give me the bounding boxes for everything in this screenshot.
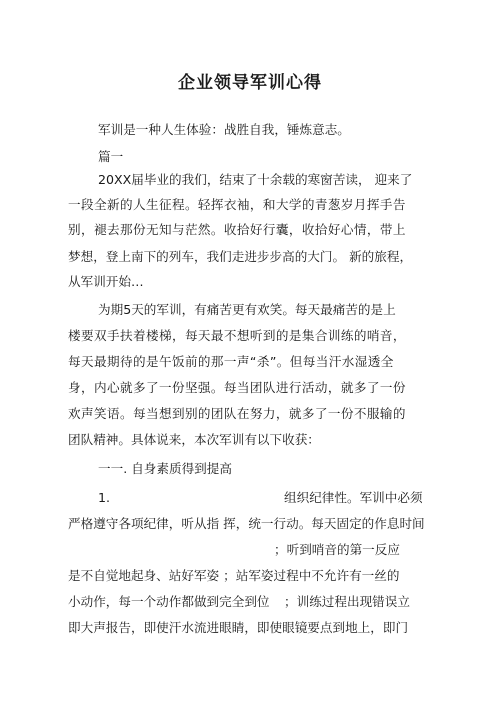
paragraph-line: 组织纪律性。军训中必须	[284, 490, 423, 505]
paragraph-line: 小动作，每一个动作都做到完全到位	[68, 594, 270, 609]
paragraph-line: 20XX届毕业的我们，结束了十余载的寒窗苦读， 迎来了	[98, 172, 413, 187]
paragraph-line: 是不自觉地起身、站好军姿 ；站军姿过程中不允许有一丝的	[68, 568, 400, 583]
paragraph-line: ；听到哨音的第一反应	[274, 542, 400, 557]
paragraph-line: 别，褪去那份无知与茫然。收拾好行囊，收拾好心情，带上	[68, 222, 406, 237]
paragraph-line: 欢声笑语。每当想到别的团队在努力，就多了一份不服输的	[68, 406, 406, 421]
paragraph-line: 严格遵守各项纪律，听从指 挥，统一行动。每天固定的作息时间	[68, 516, 425, 531]
paragraph-line: 一段全新的人生征程。轻挥衣袖，和大学的青葱岁月挥手告	[68, 197, 406, 212]
paragraph-line: 梦想，登上南下的列车，我们走进步步高的大门。 新的旅程，	[68, 249, 413, 264]
paragraph-line: 即大声报告，即使汗水流进眼睛，即使眼镜要点到地上，即门	[68, 620, 409, 635]
paragraph-line: ；训练过程出现错误立	[284, 594, 410, 609]
paragraph-line: 身，内心就多了一份坚强。每当团队进行活动，就多了一份	[68, 380, 406, 395]
section-heading: 篇一	[98, 149, 124, 164]
paragraph-line: 楼要双手扶着楼梯，每天最不想听到的是集合训练的哨音，	[68, 328, 406, 343]
document-title: 企业领导军训心得	[178, 73, 322, 93]
paragraph-line: 团队精神。具体说来，本次军训有以下收获：	[68, 432, 320, 447]
list-number: 1.	[98, 490, 111, 505]
subsection-heading: 一一. 自身素质得到提高	[98, 461, 232, 476]
paragraph-line: 为期5天的军训，有痛苦更有欢笑。每天最痛苦的是上	[98, 302, 396, 317]
subtitle-line: 军训是一种人生体验：战胜自我，锤炼意志。	[98, 122, 350, 137]
paragraph-line: 从军训开始…	[68, 274, 144, 289]
paragraph-line: 每天最期待的是午饭前的那一声“杀”。但每当汗水湿透全	[68, 354, 394, 369]
